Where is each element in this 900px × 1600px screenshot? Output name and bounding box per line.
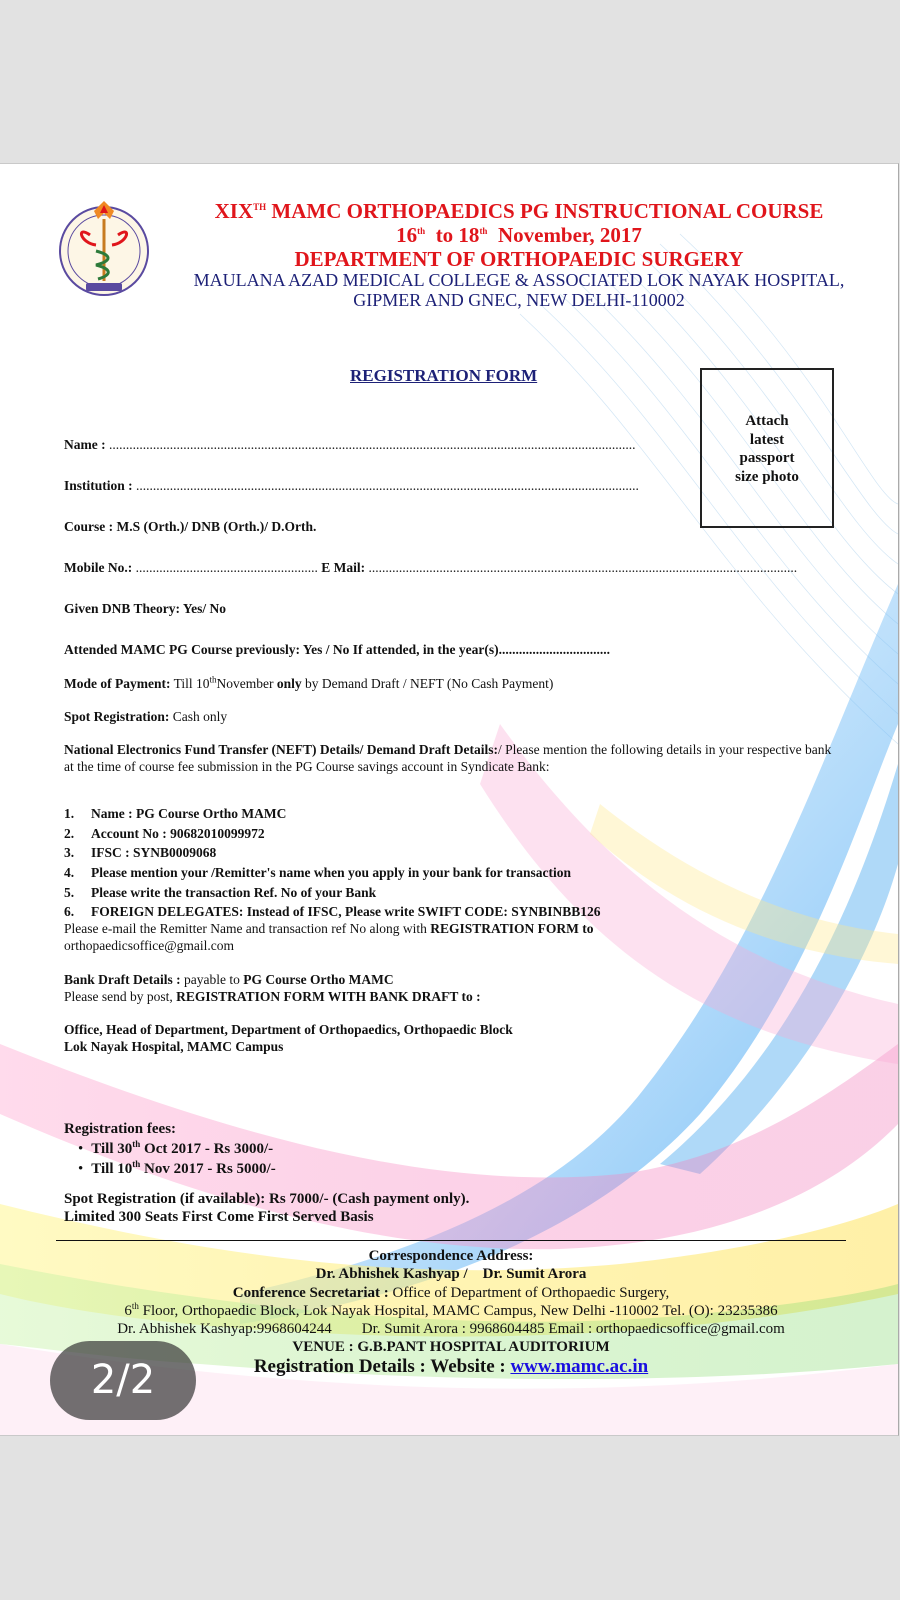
list-item: 5. Please write the transaction Ref. No of your Bank	[64, 884, 377, 900]
list-item: 6. FOREIGN DELEGATES: Instead of IFSC, Please write SWIFT CODE: SYNBINBB126	[64, 904, 601, 920]
passport-photo-box	[700, 368, 834, 528]
fees-title: Registration fees:	[64, 1121, 177, 1137]
list-item: 3. IFSC : SYNB0009068	[64, 845, 217, 861]
course-field: Course : M.S (Orth.)/ DNB (Orth.)/ D.Orth.	[64, 519, 317, 534]
mobile-email-field[interactable]: Mobile No.: ...................................................... E Mail: ...............................................................................................................................	[64, 560, 798, 575]
list-item: 4. Please mention your /Remitter's name when you apply in your bank for transaction	[64, 865, 572, 881]
dnb-theory-field: Given DNB Theory: Yes/ No	[64, 601, 226, 616]
spot-registration-fee: Spot Registration (if available): Rs 7000/- (Cash payment only). Limited 300 Seats First Come First Served Basis	[64, 1191, 470, 1225]
fee-item: • Till 10th Nov 2017 - Rs 5000/-	[78, 1159, 276, 1179]
college-name-line1: MAULANA AZAD MEDICAL COLLEGE & ASSOCIATED LOK NAYAK HOSPITAL,	[193, 270, 845, 290]
course-dates: 16th to 18th November, 2017	[396, 223, 642, 247]
email-instructions: Please e-mail the Remitter Name and transaction ref No along with REGISTRATION FORM to orthopaedicsoffice@gmail.com	[64, 921, 594, 953]
registration-website: Registration Details : Website : www.mamc.ac.in	[253, 1356, 649, 1377]
registration-fees	[64, 1119, 276, 1179]
list-item: 1. Name : PG Course Ortho MAMC	[64, 806, 287, 821]
photo-box-line: latest	[749, 431, 785, 448]
correspondence-title: Correspondence Address:	[368, 1248, 534, 1264]
conference-secretariat: Conference Secretariat : Office of Department of Orthopaedic Surgery,	[232, 1285, 670, 1301]
secretariat-address: 6th Floor, Orthopaedic Block, Lok Nayak Hospital, MAMC Campus, New Delhi -110002 Tel. (O): 23235386	[124, 1301, 778, 1319]
office-address: Office, Head of Department, Department of Orthopaedics, Orthopaedic Block Lok Nayak Hospital, MAMC Campus	[64, 1022, 513, 1054]
contact-numbers: Dr. Abhishek Kashyap:9968604244 Dr. Sumit Arora : 9968604485 Email : orthopaedicsoffice@gmail.com	[117, 1321, 785, 1337]
photo-box-line: size photo	[735, 468, 799, 485]
college-emblem-logo	[56, 199, 152, 299]
spot-registration: Spot Registration: Cash only	[64, 709, 228, 724]
bank-details-list	[64, 806, 601, 924]
institution-field[interactable]: Institution : .....................................................................................................................................................	[64, 478, 639, 493]
photo-box-line: passport	[739, 450, 795, 466]
neft-details: National Electronics Fund Transfer (NEFT) Details/ Demand Draft Details:/ Please mention the following details in your respective bank at the time of course fee submission in the PG Course savings account in Syndicate Bank:	[64, 742, 832, 774]
list-item: 2. Account No : 90682010099972	[64, 825, 265, 841]
divider	[56, 1240, 846, 1241]
correspondence-names: Dr. Abhishek Kashyap / Dr. Sumit Arora	[315, 1266, 587, 1282]
page-indicator: 2/2	[50, 1341, 196, 1420]
mode-of-payment: Mode of Payment: Till 10thNovember only by Demand Draft / NEFT (No Cash Payment)	[64, 674, 554, 691]
form-title: REGISTRATION FORM	[350, 366, 538, 385]
attended-previously-field: Attended MAMC PG Course previously: Yes / No If attended, in the year(s).................................	[64, 642, 610, 657]
name-field[interactable]: Name : ............................................................................................................................................................	[64, 437, 636, 452]
website-link[interactable]: www.mamc.ac.in	[510, 1356, 649, 1377]
photo-box-line: Attach	[745, 413, 789, 429]
department-title: DEPARTMENT OF ORTHOPAEDIC SURGERY	[294, 247, 744, 271]
fee-item: • Till 30th Oct 2017 - Rs 3000/-	[78, 1139, 276, 1159]
venue: VENUE : G.B.PANT HOSPITAL AUDITORIUM	[292, 1339, 610, 1355]
bank-draft-details: Bank Draft Details : payable to PG Course Ortho MAMC Please send by post, REGISTRATION FORM WITH BANK DRAFT to :	[64, 972, 481, 1004]
office-email: orthopaedicsoffice@gmail.com	[64, 937, 235, 953]
college-name-line2: GIPMER AND GNEC, NEW DELHI-110002	[353, 290, 685, 310]
course-title: XIXTH MAMC ORTHOPAEDICS PG INSTRUCTIONAL COURSE	[214, 199, 824, 223]
registration-form-page	[0, 163, 899, 1436]
